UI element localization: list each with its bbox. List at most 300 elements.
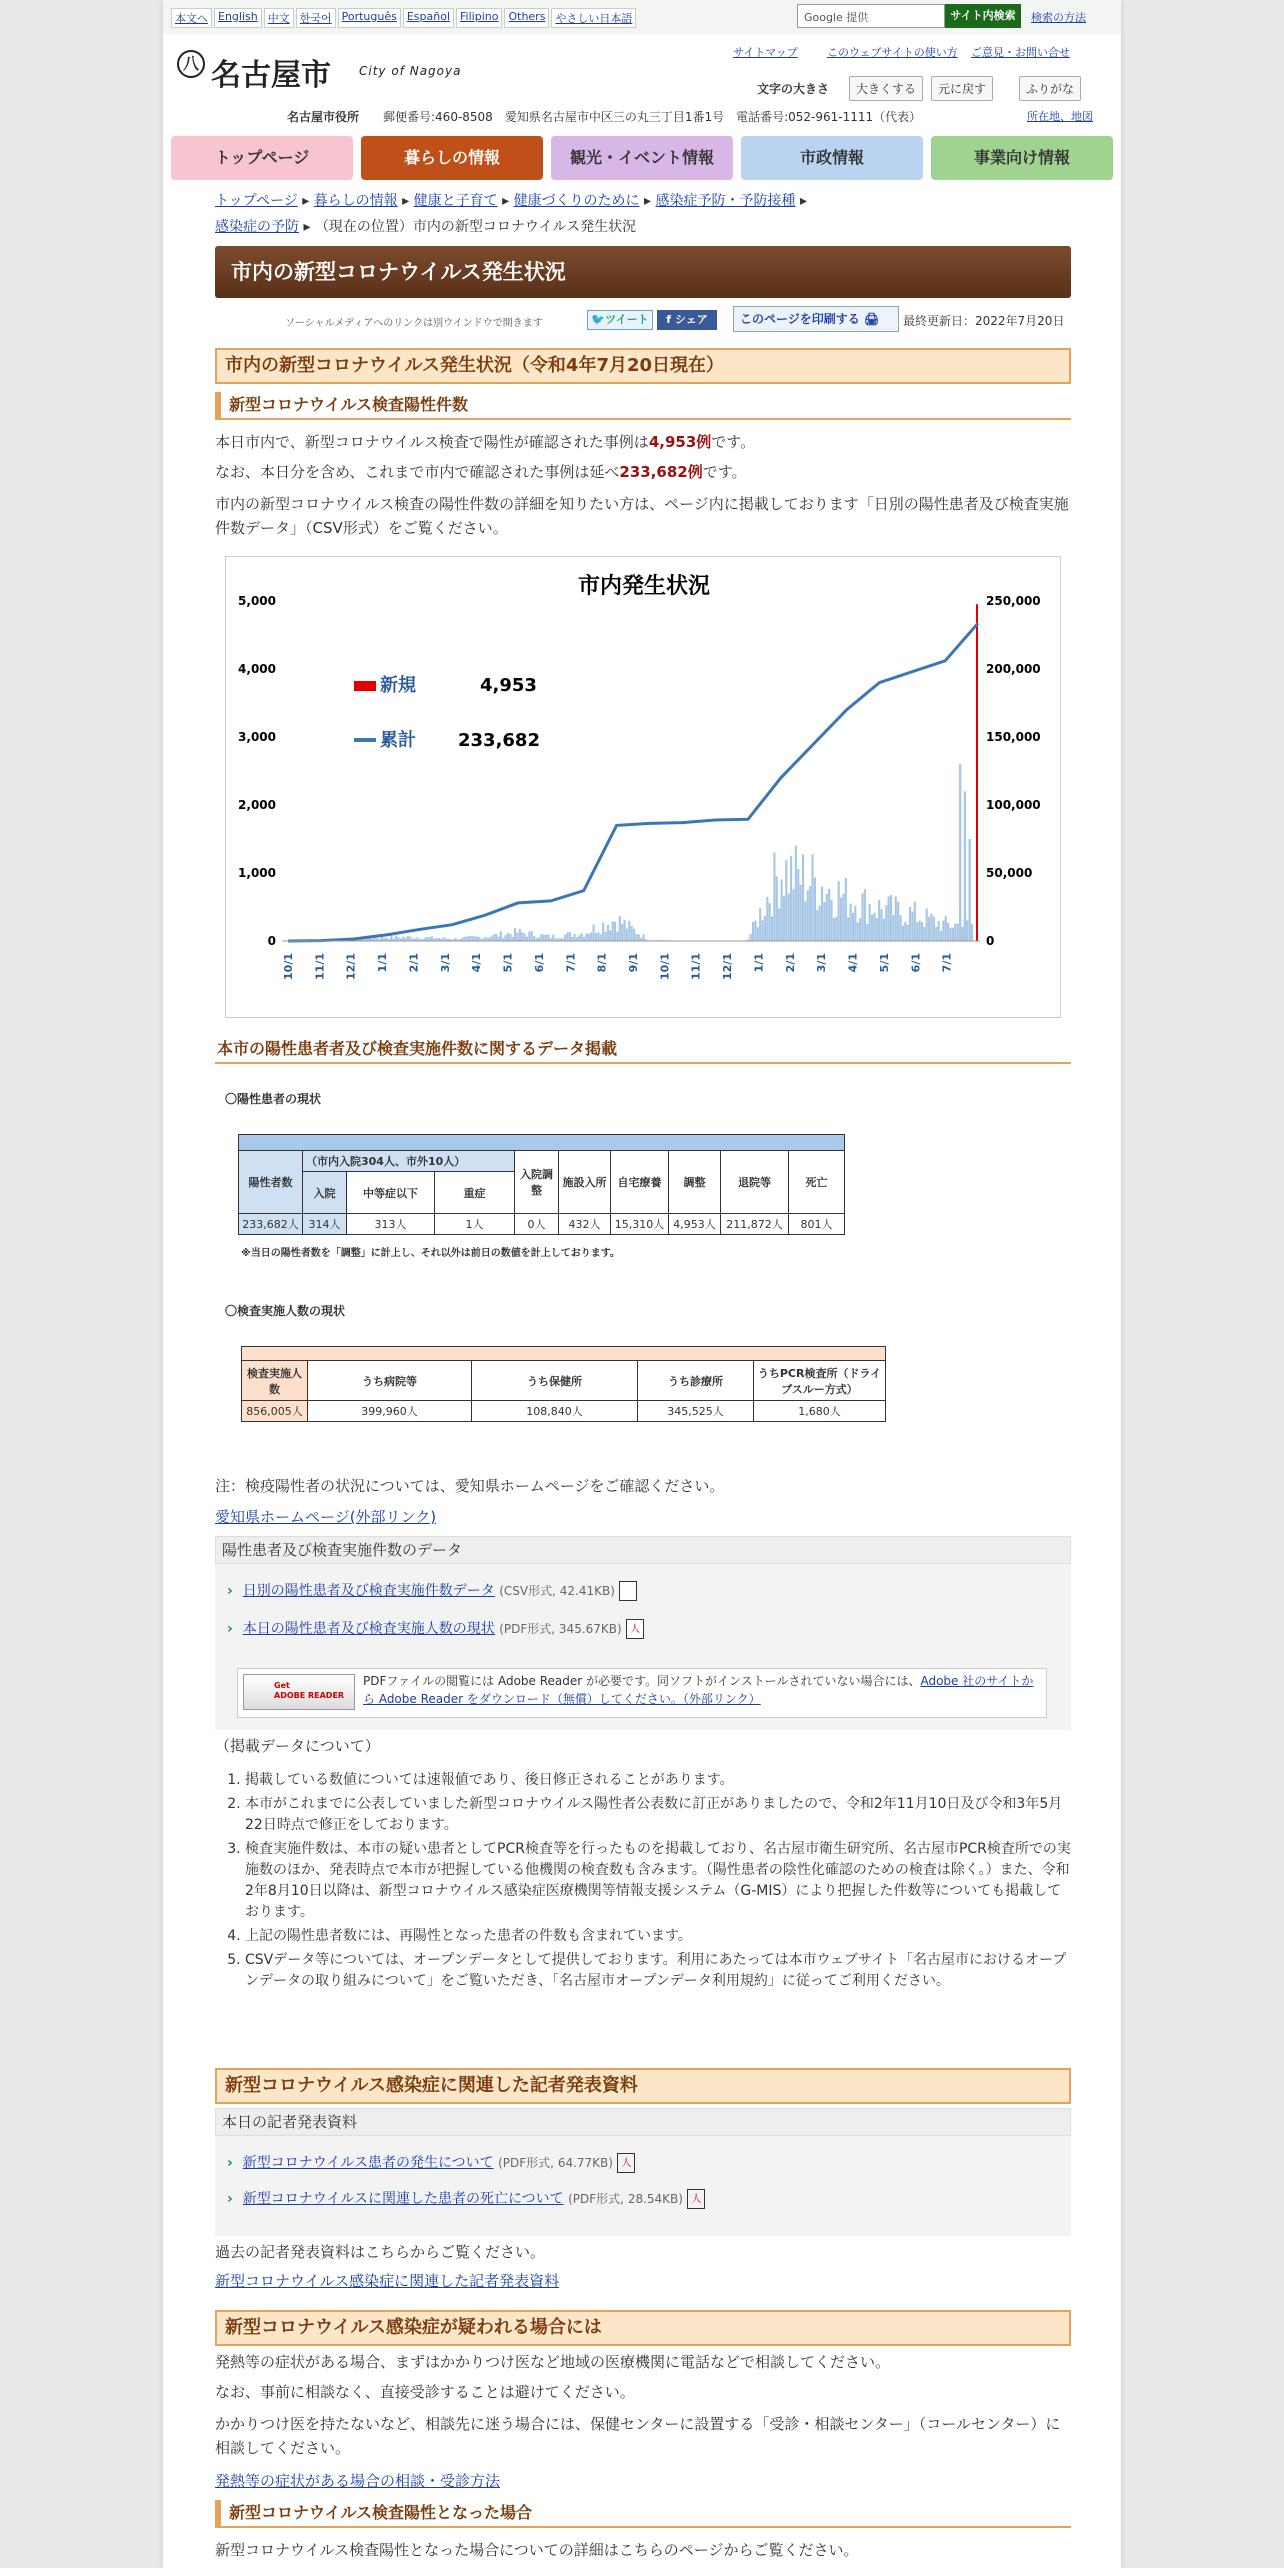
val-health-centers: 108,840人: [472, 1401, 638, 1422]
daily-bar: [759, 908, 761, 941]
daily-bar: [909, 907, 911, 941]
daily-bar: [816, 910, 818, 941]
th-health-centers: うち保健所: [472, 1361, 638, 1401]
daily-bar: [505, 935, 507, 941]
daily-bar: [823, 902, 825, 941]
daily-bar: [490, 936, 492, 941]
val-inpatient: 314人: [303, 1214, 347, 1235]
language-link[interactable]: Español: [403, 8, 454, 28]
data-note-item: 3. 検査実施件数は、本市の疑い患者としてPCR検査等を行ったものを掲載しており、名古屋市衛生研究所、名古屋市PCR検査所での実施数のほか、発表時点で本市が把握している他機関の検査数も含みます。（陽性患者の陰性化確認のための検査は除く。）また、令和2年8月10日以降は、新型コロナウイルス感染症医療機関等情報支援システム（G-MIS）により把握した件数等についても掲載しております。: [245, 1839, 1075, 1923]
press-file-1-link[interactable]: 新型コロナウイルス患者の発生について: [242, 2155, 494, 2171]
outbreak-chart: [226, 557, 1062, 1019]
daily-bar: [866, 924, 868, 941]
daily-bar: [847, 917, 849, 941]
daily-bar: [547, 934, 549, 941]
daily-bar: [426, 937, 428, 941]
daily-bar: [892, 915, 894, 941]
daily-bar: [957, 923, 959, 941]
prefecture-note: 注：検疫陽性者の状況については、愛知県ホームページをご確認ください。: [215, 1477, 725, 1495]
daily-bar: [614, 922, 616, 941]
daily-bar: [897, 902, 899, 941]
daily-bar: [933, 917, 935, 941]
nav-business[interactable]: 事業向け情報: [931, 136, 1113, 180]
daily-bar: [754, 921, 756, 941]
daily-bar: [926, 909, 928, 941]
val-severe: 1人: [435, 1214, 515, 1235]
daily-bar: [381, 936, 383, 941]
daily-bar: [476, 937, 478, 941]
nav-top[interactable]: トップページ: [171, 136, 353, 180]
daily-bar: [526, 937, 528, 941]
daily-bar: [788, 894, 790, 941]
data-box-heading: 陽性患者及び検査実施件数のデータ: [215, 1536, 1071, 1564]
x-tick: 4/1: [846, 953, 860, 973]
daily-bar: [807, 890, 809, 941]
daily-bar: [533, 936, 535, 941]
daily-bar: [869, 904, 871, 941]
daily-bar: [593, 925, 595, 941]
daily-bar: [838, 881, 840, 941]
daily-bar: [952, 928, 954, 941]
daily-bar: [390, 935, 392, 941]
csv-guidance-text: 市内の新型コロナウイルス検査の陽性件数の詳細を知りたい方は、ページ内に掲載しております「日別の陽性患者及び検査実施件数データ」（CSV形式）をご覧ください。: [215, 495, 1069, 537]
daily-bar: [840, 897, 842, 941]
x-tick: 7/1: [564, 953, 578, 973]
val-positive: 233,682人: [239, 1214, 303, 1235]
daily-bar: [566, 932, 568, 941]
daily-bar: [890, 895, 892, 941]
daily-bar: [590, 932, 592, 941]
daily-bar: [571, 937, 573, 941]
positive-subheading: 新型コロナウイルス検査陽性となった場合: [215, 2500, 1071, 2528]
daily-bar: [623, 920, 625, 941]
press-box: [215, 2136, 1071, 2236]
x-tick: 6/1: [532, 953, 546, 973]
daily-bar: [864, 889, 866, 941]
daily-bar: [916, 922, 918, 941]
data-notes-list: [215, 1770, 1075, 1995]
y-left-tick: 2,000: [238, 798, 276, 812]
daily-bar: [878, 900, 880, 941]
daily-bar: [873, 913, 875, 941]
th-adjust: 調整: [669, 1151, 721, 1214]
suspect-heading: 新型コロナウイルス感染症が疑われる場合には: [215, 2310, 1071, 2346]
daily-bar: [474, 936, 476, 941]
daily-bar: [538, 937, 540, 941]
daily-bar: [919, 921, 921, 941]
daily-bar: [633, 929, 635, 941]
x-tick: 2/1: [783, 953, 797, 973]
daily-bar: [814, 878, 816, 941]
daily-bar: [600, 934, 602, 941]
breadcrumb-living[interactable]: 暮らしの情報: [313, 193, 398, 209]
daily-bar: [928, 917, 930, 941]
furigana-button[interactable]: ふりがな: [1019, 76, 1081, 101]
nav-living[interactable]: 暮らしの情報: [361, 136, 543, 180]
y-right-tick: 250,000: [986, 594, 1041, 608]
daily-bar: [911, 912, 913, 941]
y-right-tick: 50,000: [986, 866, 1033, 880]
th-pcr-drive: うちPCR検査所（ドライブスルー方式）: [754, 1361, 886, 1401]
x-tick: 1/1: [376, 953, 390, 973]
daily-bar: [757, 927, 759, 941]
daily-bar: [469, 936, 471, 941]
th-severe: 重症: [435, 1172, 515, 1214]
data-note-item: 1. 掲載している数値については速報値であり、後日修正されることがあります。: [245, 1770, 1075, 1791]
language-link[interactable]: English: [214, 8, 262, 28]
daily-bar: [828, 889, 830, 941]
language-links: [171, 8, 638, 28]
press-heading: 新型コロナウイルス感染症に関連した記者発表資料: [215, 2068, 1071, 2104]
y-right-tick: 150,000: [986, 730, 1041, 744]
th-death: 死亡: [789, 1151, 845, 1214]
daily-bar: [964, 791, 966, 941]
city-emblem-icon: 八: [177, 50, 205, 78]
suspect-text-1: 発熱等の症状がある場合、まずはかかりつけ医など地域の医療機関に電話などで相談してください。: [215, 2353, 891, 2371]
daily-bar: [859, 919, 861, 941]
press-box-heading: 本日の記者発表資料: [215, 2108, 1071, 2136]
th-clinics: うち診療所: [638, 1361, 754, 1401]
daily-bar: [781, 880, 783, 941]
y-left-tick: 1,000: [238, 866, 276, 880]
x-tick: 10/1: [658, 953, 672, 980]
daily-bar: [497, 937, 499, 941]
daily-bar: [811, 854, 813, 941]
office-address: 郵便番号:460-8508 愛知県名古屋市中区三の丸三丁目1番1号 電話番号:052-961-1111（代表）: [383, 110, 922, 124]
data-note-item: 2. 本市がこれまでに公表していました新型コロナウイルス陽性者公表数に訂正がありましたので、令和2年11月10日及び令和3年5月22日時点で修正をしております。: [245, 1794, 1075, 1836]
daily-bar: [514, 928, 516, 941]
daily-bar: [902, 926, 904, 941]
daily-bar: [771, 916, 773, 941]
daily-bar: [462, 937, 464, 941]
th-adjusting: 入院調整: [515, 1151, 559, 1214]
search-method-link[interactable]: 検索の方法: [1031, 11, 1086, 24]
adobe-reader-icon[interactable]: Get ADOBE READER: [243, 1674, 355, 1710]
patient-table-note: ※当日の陽性者数を「調整」に計上し、それ以外は前日の数値を計上しております。: [241, 1248, 620, 1259]
daily-bar: [516, 933, 518, 941]
daily-bar: [904, 922, 906, 941]
daily-bar: [966, 920, 968, 941]
search-input[interactable]: Google 提供: [797, 4, 945, 28]
breadcrumb-top[interactable]: トップページ: [215, 193, 298, 209]
daily-bar: [971, 924, 973, 941]
daily-bar: [545, 935, 547, 941]
daily-bar: [940, 931, 942, 941]
pdf-file-link[interactable]: 本日の陽性患者及び検査実施人数の現状: [242, 1621, 495, 1637]
daily-bar: [778, 908, 780, 941]
daily-bar: [464, 937, 466, 941]
daily-bar: [628, 921, 630, 941]
val-home: 15,310人: [611, 1214, 669, 1235]
contact-link[interactable]: ご意見・お問い合せ: [971, 46, 1070, 59]
section-heading-status: 市内の新型コロナウイルス発生状況（令和4年7月20日現在）: [215, 348, 1071, 384]
y-right-tick: 0: [986, 934, 995, 948]
past-press-text: 過去の記者発表資料はこちらからご覧ください。: [215, 2243, 546, 2261]
daily-bar: [631, 926, 633, 941]
chart-title: 市内発生状況: [577, 574, 711, 599]
cumulative-line: [288, 623, 978, 941]
th-home: 自宅療養: [611, 1151, 669, 1214]
daily-bar: [842, 894, 844, 941]
daily-bar: [564, 935, 566, 941]
daily-bar: [431, 936, 433, 941]
daily-bar: [885, 905, 887, 941]
daily-bar: [942, 921, 944, 941]
daily-bar: [552, 935, 554, 941]
daily-bar: [509, 934, 511, 941]
x-tick: 11/1: [689, 953, 703, 980]
val-moderate: 313人: [347, 1214, 435, 1235]
val-clinics: 345,525人: [638, 1401, 754, 1422]
daily-bar: [945, 916, 947, 941]
daily-bar: [585, 933, 587, 941]
daily-bar: [402, 937, 404, 941]
press-item-2: › 新型コロナウイルスに関連した患者の死亡について (PDF形式, 28.54KB) 人: [227, 2188, 705, 2209]
daily-bar: [830, 900, 832, 941]
daily-bar: [833, 918, 835, 941]
x-tick: 4/1: [470, 953, 484, 973]
positive-text: 新型コロナウイルス検査陽性となった場合についての詳細はこちらのページからご覧ください。: [215, 2541, 859, 2559]
daily-bar: [752, 922, 754, 941]
language-link[interactable]: 中文: [264, 8, 294, 28]
daily-bar: [750, 934, 752, 941]
daily-bar: [826, 894, 828, 941]
daily-bar: [852, 913, 854, 941]
press-file-2-link[interactable]: 新型コロナウイルスに関連した患者の死亡について: [242, 2191, 564, 2207]
site-search-button[interactable]: サイト内検索: [945, 4, 1021, 28]
map-link[interactable]: 所在地、地図: [1027, 110, 1093, 123]
daily-bar: [428, 937, 430, 941]
daily-bar: [395, 936, 397, 941]
daily-bar: [607, 925, 609, 941]
x-tick: 2/1: [407, 953, 421, 973]
val-adjust: 4,953人: [669, 1214, 721, 1235]
daily-bar: [576, 937, 578, 941]
chart-container: [225, 556, 1061, 1018]
daily-bar: [921, 922, 923, 941]
x-tick: 6/1: [909, 953, 923, 973]
daily-bar: [923, 927, 925, 941]
daily-bar: [850, 904, 852, 941]
font-larger-button[interactable]: 大きくする: [849, 76, 923, 101]
test-status-table: [241, 1346, 886, 1422]
daily-bar: [888, 897, 890, 941]
daily-bar: [857, 922, 859, 941]
x-tick: 8/1: [595, 953, 609, 973]
daily-bar: [769, 903, 771, 941]
patient-status-table: [238, 1134, 845, 1235]
font-size-label: 文字の大きさ: [757, 82, 830, 96]
pdf-file-item: › 本日の陽性患者及び検査実施人数の現状 (PDF形式, 345.67KB) 人: [227, 1618, 644, 1639]
daily-bar: [638, 935, 640, 941]
usage-link[interactable]: このウェブサイトの使い方: [827, 46, 958, 59]
consultation-link[interactable]: 発熱等の症状がある場合の相談・受診方法: [215, 2472, 501, 2490]
daily-bar: [819, 906, 821, 941]
legend-total-value: 233,682: [458, 730, 540, 751]
daily-bar: [804, 901, 806, 941]
language-link[interactable]: 本文へ: [171, 8, 212, 28]
daily-bar: [374, 938, 376, 941]
daily-bar: [621, 924, 623, 941]
daily-bar: [405, 938, 407, 941]
daily-bar: [854, 906, 856, 941]
language-link[interactable]: やさしい日本語: [551, 8, 636, 28]
csv-file-item: › 日別の陽性患者及び検査実施件数データ (CSV形式, 42.41KB): [227, 1580, 637, 1601]
twitter-icon: 🐦: [591, 313, 606, 326]
language-link[interactable]: 한국어: [296, 8, 336, 28]
daily-bar: [524, 933, 526, 941]
daily-bar: [407, 936, 409, 941]
daily-bar: [835, 917, 837, 941]
daily-bar: [616, 932, 618, 941]
tweet-button[interactable]: 🐦ツイート: [587, 310, 653, 330]
social-note: ソーシャルメディアへのリンクは別ウインドウで開きます: [285, 318, 543, 329]
daily-bar: [478, 937, 480, 941]
sitemap-link[interactable]: サイトマップ: [733, 46, 798, 59]
daily-bar: [471, 936, 473, 941]
daily-bar: [790, 856, 792, 941]
daily-bar: [416, 937, 418, 941]
val-pcr-drive: 1,680人: [754, 1401, 886, 1422]
daily-bar: [612, 921, 614, 941]
language-link[interactable]: Filipino: [456, 8, 502, 28]
language-link[interactable]: Others: [504, 8, 549, 28]
val-discharged: 211,872人: [721, 1214, 789, 1235]
daily-bar: [578, 935, 580, 941]
site-logo[interactable]: 名古屋市: [211, 58, 331, 93]
y-left-tick: 3,000: [238, 730, 276, 744]
daily-bar: [574, 934, 576, 941]
x-tick: 7/1: [940, 953, 954, 973]
daily-bar: [785, 860, 787, 941]
nav-city-info[interactable]: 市政情報: [741, 136, 923, 180]
breadcrumb-health-promotion[interactable]: 健康づくりのために: [513, 193, 640, 209]
data-note-item: 4. 上記の陽性患者数には、再陽性となった患者の件数も含まれています。: [245, 1926, 1075, 1947]
y-left-tick: 5,000: [238, 594, 276, 608]
daily-bar: [761, 920, 763, 941]
daily-bar: [845, 878, 847, 941]
daily-bar: [861, 893, 863, 941]
daily-bar: [569, 932, 571, 941]
last-updated: 最終更新日：2022年7月20日: [903, 314, 1065, 328]
daily-bar: [604, 932, 606, 941]
data-note-item: 5. CSVデータ等については、オープンデータとして提供しております。利用にあたっては本市ウェブサイト「名古屋市におけるオープンデータの取り組みについて」をご覧いただき、「名古屋市オープンデータ利用規約」に従ってご利用ください。: [245, 1950, 1075, 1992]
daily-bar: [595, 933, 597, 941]
breadcrumb-prevention[interactable]: 感染症の予防: [215, 219, 299, 235]
daily-bar: [907, 925, 909, 941]
font-reset-button[interactable]: 元に戻す: [931, 76, 993, 101]
daily-bar: [797, 869, 799, 941]
data-section-heading: 本市の陽性患者者及び検査実施件数に関するデータ掲載: [215, 1036, 1071, 1064]
th-tests: 検査実施人数: [242, 1361, 308, 1401]
y-right-tick: 200,000: [986, 662, 1041, 676]
adobe-text: PDFファイルの閲覧には Adobe Reader が必要です。同ソフトがインストールされていない場合には、Adobe 社のサイトから Adobe Reader をダウンロード（無償）してください。（外部リンク）: [363, 1674, 1034, 1706]
csv-file-link[interactable]: 日別の陽性患者及び検査実施件数データ: [242, 1583, 495, 1599]
aichi-link[interactable]: 愛知県ホームページ(外部リンク): [215, 1508, 437, 1526]
th-moderate: 中等症以下: [347, 1172, 435, 1214]
daily-bar: [795, 845, 797, 941]
daily-bar: [883, 919, 885, 941]
daily-bar: [521, 932, 523, 941]
breadcrumb: トップページ ▸ 暮らしの情報 ▸ 健康と子育て ▸ 健康づくりのために ▸ 感染症予防・予防接種 ▸ 感染症の予防 ▸ （現在の位置）市内の新型コロナウイルス発生状況: [215, 193, 807, 235]
facebook-share-button[interactable]: f シェア: [657, 310, 717, 330]
daily-bar: [483, 938, 485, 941]
daily-bar: [935, 927, 937, 941]
daily-bar: [802, 854, 804, 941]
y-right-tick: 100,000: [986, 798, 1041, 812]
legend-total-label: 累計: [380, 730, 416, 751]
breadcrumb-current: （現在の位置）市内の新型コロナウイルス発生状況: [314, 219, 637, 235]
val-facility: 432人: [559, 1214, 611, 1235]
past-press-link[interactable]: 新型コロナウイルス感染症に関連した記者発表資料: [215, 2272, 560, 2290]
daily-bar: [519, 929, 521, 941]
breadcrumb-health[interactable]: 健康と子育て: [413, 193, 498, 209]
adobe-download-link[interactable]: Adobe 社のサイトから Adobe Reader をダウンロード（無償）してください。（外部リンク）: [363, 1674, 1034, 1706]
daily-bar: [597, 932, 599, 941]
daily-bar: [528, 931, 530, 941]
csv-icon: [619, 1581, 637, 1601]
y-left-tick: 0: [267, 934, 276, 948]
daily-bar: [783, 896, 785, 941]
print-button[interactable]: このページを印刷する 🖨: [733, 306, 899, 332]
breadcrumb-infection[interactable]: 感染症予防・予防接種: [655, 193, 796, 209]
legend-new-label: 新規: [380, 675, 416, 696]
daily-bar: [583, 937, 585, 941]
val-hospitals: 399,960人: [308, 1401, 472, 1422]
test-status-title: 〇検査実施人数の現状: [225, 1304, 346, 1318]
val-tests: 856,005人: [242, 1401, 308, 1422]
daily-bar: [938, 921, 940, 941]
val-death: 801人: [789, 1214, 845, 1235]
daily-bar: [961, 927, 963, 941]
x-tick: 11/1: [313, 953, 327, 980]
daily-bar: [821, 887, 823, 941]
daily-bar: [531, 931, 533, 941]
daily-bar: [809, 886, 811, 941]
suspect-text-2: なお、事前に相談なく、直接受診することは避けてください。: [215, 2383, 635, 2401]
daily-bar: [766, 897, 768, 941]
daily-bar: [899, 915, 901, 941]
daily-bar: [635, 934, 637, 941]
daily-bar: [581, 933, 583, 941]
x-tick: 3/1: [438, 953, 452, 973]
nav-tourism[interactable]: 観光・イベント情報: [551, 136, 733, 180]
latest-daily-bar: [976, 604, 978, 941]
daily-bar: [792, 889, 794, 941]
today-positive-text: 本日市内で、新型コロナウイルス検査で陽性が確認された事例は4,953例です。: [215, 433, 756, 451]
y-left-tick: 4,000: [238, 662, 276, 676]
th-facility: 施設入所: [559, 1151, 611, 1214]
daily-bar: [949, 928, 951, 941]
daily-bar: [871, 915, 873, 941]
language-link[interactable]: Português: [338, 8, 401, 28]
daily-bar: [764, 916, 766, 941]
total-positive-text: なお、本日分を含め、これまで市内で確認された事例は延べ233,682例です。: [215, 463, 747, 481]
daily-bar: [773, 853, 775, 941]
daily-bar: [493, 934, 495, 941]
daily-bar: [626, 929, 628, 941]
daily-bar: [800, 885, 802, 941]
x-tick: 9/1: [627, 953, 640, 973]
pdf-icon: 人: [687, 2189, 705, 2209]
daily-bar: [930, 914, 932, 941]
about-data-title: （掲載データについて）: [215, 1737, 380, 1755]
x-tick: 10/1: [282, 953, 295, 980]
th-discharged: 退院等: [721, 1151, 789, 1214]
legend-new-value: 4,953: [480, 675, 537, 696]
daily-bar: [466, 936, 468, 941]
press-item-1: › 新型コロナウイルス患者の発生について (PDF形式, 64.77KB) 人: [227, 2152, 635, 2173]
